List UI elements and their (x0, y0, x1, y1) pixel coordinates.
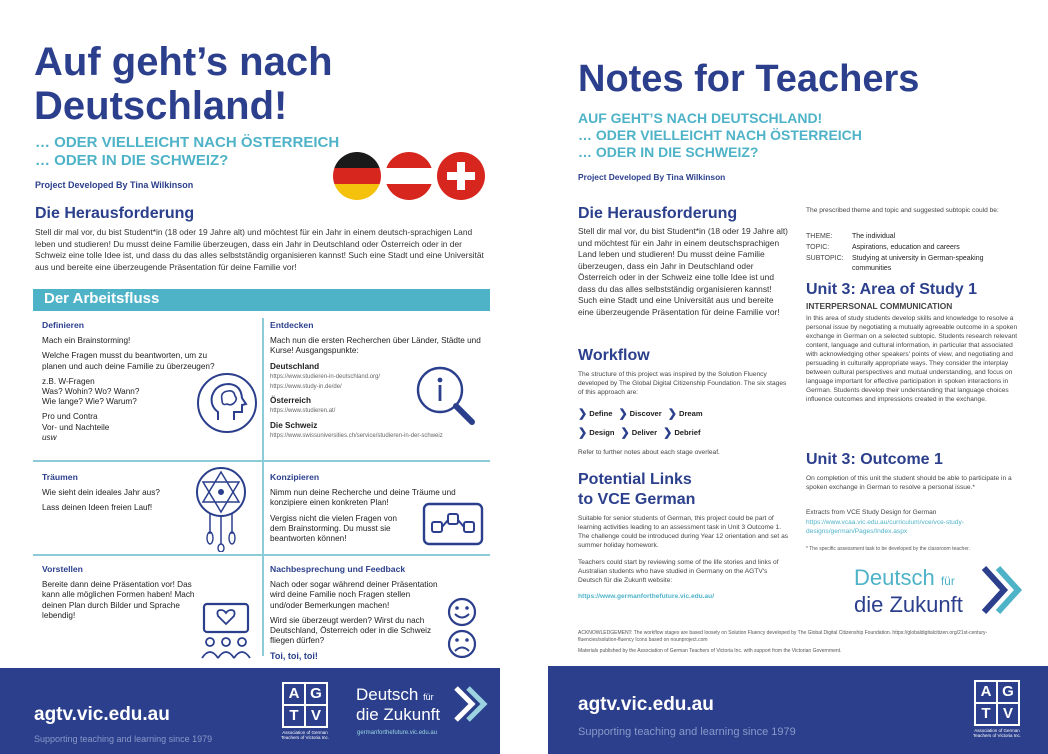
agtv-logo: A G T V (974, 680, 1020, 726)
stage-label: Deliver (631, 428, 658, 437)
stage-text: Was? Wohin? Wo? Wann? (42, 387, 140, 397)
theme-table (806, 232, 1006, 275)
footnote: * The specific assessment task to be developed by the classroom teacher. (806, 546, 970, 552)
links-text-2: Teachers could start by reviewing some of the life stories and links of Australian students who have studied in Germany on the AGTV's Deutsch für die Zukunft website: (578, 559, 779, 584)
outcome-text: On completion of this unit the student should be able to participate in a spoken exchange in German to resolve a personal issue.* (806, 475, 1012, 491)
subtitle-line: … ODER IN DIE SCHWEIZ? (578, 144, 759, 160)
subtitle-line: … ODER VIELLEICHT NACH ÖSTERREICH (578, 127, 862, 143)
stage-text: Lass deinen Ideen freien Lauf! (42, 503, 153, 513)
stage-text: Mach ein Brainstorming! (42, 336, 131, 346)
stage-text: Vergiss nicht die vielen Fragen von dem Brainstorming. Du musst sie beantworten können! (270, 513, 397, 544)
subtopic-value: Studying at university in German-speaking communities (852, 255, 984, 272)
stage-text: Wie sieht dein ideales Jahr aus? (42, 488, 160, 498)
theme-value: The individual (852, 233, 896, 240)
challenge-heading: Die Herausforderung (35, 205, 195, 222)
country-label: Österreich (270, 396, 311, 406)
flowchart-board-icon (420, 500, 486, 548)
magnifier-info-icon (412, 362, 478, 428)
workflow-note: Refer to further notes about each stage overleaf. (578, 449, 720, 456)
stage-text: Bereite dann deine Präsentation vor! Das kann alle möglichen Formen haben! Mach deinen Plan durch Bilder und Sprache lebendig! (42, 580, 195, 620)
stage-text: Welche Fragen musst du beantworten, um zu planen und auch deine Familie zu überzeugen? (42, 351, 215, 371)
chevron-icon: ❯ (667, 408, 677, 420)
acknowledgement: ACKNOWLEDGEMENT: The workflow stages are based loosely on Solution Fluency developed by The Global Digital Citizenship Foundation. https://globaldigitalcitizen.org/21st-century-fluencies/solution-fluency Icons based on nounproject.com (578, 630, 988, 643)
student-page (0, 0, 500, 754)
stage-label: Define (589, 409, 613, 418)
agtv-caption: Association of German Teachers of Victoria Inc. (973, 728, 1021, 738)
sad-face-icon (446, 628, 478, 660)
dfz-text: Deutsch (356, 685, 419, 704)
extract-url[interactable]: https://www.vcaa.vic.edu.au/curriculum/vce/vce-study-designs/german/Pages/Index.aspx (806, 519, 964, 535)
workflow-heading: Workflow (578, 347, 650, 364)
stage-heading: Vorstellen (42, 564, 83, 574)
stage-label: Discover (629, 409, 662, 418)
links-text: Suitable for senior students of German, this project could be part of learning activities leading to an assessment task in Unit 3 Outcome 1. The challenge could be introduced during Year 12 orientation and set as summer holiday homework. (578, 515, 789, 549)
stage-label: Debrief (674, 428, 701, 437)
stage-text: Toi, toi, toi! (270, 651, 318, 662)
stage-text: Pro und Contra (42, 412, 98, 422)
theme-key: THEME: (806, 233, 833, 240)
stage-item (618, 407, 661, 420)
stage-item (621, 426, 658, 439)
stage-text: Nach oder sogar während deiner Präsentation wird deine Familie noch Fragen stellen und/oder Bemerkungen machen! (270, 580, 438, 610)
stage-heading: Nachbesprechung und Feedback (270, 564, 406, 574)
subtitle-line: AUF GEHT’S NACH DEUTSCHLAND! (578, 110, 823, 126)
agtv-logo: A G T V (282, 682, 328, 728)
challenge-heading: Die Herausforderung (578, 205, 738, 222)
stage-item (578, 426, 615, 439)
double-chevron-icon (980, 564, 1024, 616)
stage-debrief (270, 564, 440, 667)
resource-link[interactable]: https://www.studieren-in-deutschland.org/ (270, 373, 381, 380)
stage-text: Wie lange? Wie? Warum? (42, 397, 137, 407)
aos-subheading: INTERPERSONAL COMMUNICATION (806, 301, 953, 311)
dfz-text: die Zukunft (356, 705, 441, 724)
author-credit: Project Developed By Tina Wilkinson (578, 172, 726, 182)
germany-flag-icon (333, 152, 381, 200)
presentation-icon (198, 600, 254, 660)
chevron-icon: ❯ (620, 427, 630, 439)
stage-text: Nimm nun deine Recherche und deine Träume und konzipiere einen konkreten Plan! (270, 488, 456, 508)
materials-note: Materials published by the Association of German Teachers of Victoria Inc. with support from the Victorian Government. (578, 648, 842, 654)
topic-value: Aspirations, education and careers (852, 244, 960, 251)
stage-heading: Konzipieren (270, 472, 320, 482)
links-heading-line: Potential Links (578, 471, 692, 488)
switzerland-flag-icon (437, 152, 485, 200)
stage-list (578, 407, 788, 445)
resource-link[interactable]: https://www.studieren.at/ (270, 408, 336, 415)
stage-define (42, 320, 217, 443)
workflow-text: The structure of this project was inspired by the Solution Fluency developed by The Global Digital Citizenship Foundation. The six stages of this approach are: (578, 371, 787, 396)
theme-intro: The prescribed theme and topic and suggested subtopic could be: (806, 207, 999, 214)
stage-text: z.B. W-Fragen (42, 376, 95, 386)
stage-dream (42, 472, 202, 519)
stage-item (668, 407, 703, 420)
country-label: Deutschland (270, 361, 320, 371)
stage-deliver (42, 564, 207, 626)
brain-head-icon (196, 372, 258, 434)
dfz-text: Deutsch (854, 565, 935, 590)
author-credit: Project Developed By Tina Wilkinson (35, 180, 194, 190)
challenge-text: Stell dir mal vor, du bist Student*in (18 oder 19 Jahre alt) und möchtest für ein Jahr in einem deutsch-sprachigen Land leben und studieren! Du musst deine Familie überzeugen, dass ein Jahr in Deutschland oder Österreich oder in der Schweiz eine tolle Idee ist, und dass du das alles selbstständig organisieren kannst! Such eine Stadt und eine Universität aus und bereite eine überzeugende Präsentation für deine Familie vor! (35, 227, 484, 272)
subtitle (35, 134, 339, 170)
subtitle (578, 110, 862, 161)
agtv-caption: Association of German Teachers of Victoria Inc. (281, 730, 329, 740)
chevron-icon: ❯ (618, 408, 628, 420)
chevron-icon: ❯ (578, 427, 588, 439)
resource-link[interactable]: https://www.study-in.de/de/ (270, 384, 342, 391)
stage-item (578, 407, 612, 420)
subtitle-line: … ODER VIELLEICHT NACH ÖSTERREICH (35, 134, 340, 151)
footer-url[interactable]: agtv.vic.edu.au (34, 704, 170, 725)
links-url[interactable]: https://www.germanforthefuture.vic.edu.au/ (578, 593, 715, 600)
dfz-logo (356, 686, 440, 724)
page-title: Notes for Teachers (578, 58, 920, 100)
stage-heading: Entdecken (270, 320, 314, 330)
footer (548, 666, 1048, 754)
stage-text: Mach nun die ersten Recherchen über Länder, Städte und Kurse! Ausgangspunkte: (270, 336, 481, 356)
double-chevron-icon (452, 684, 488, 724)
resource-link[interactable]: https://www.swissuniversities.ch/service/studieren-in-der-schweiz (270, 432, 443, 439)
stage-item (663, 426, 700, 439)
stage-label: Dream (678, 409, 703, 418)
links-heading (578, 470, 695, 510)
stage-heading: Definieren (42, 320, 85, 330)
dfz-logo (854, 566, 963, 617)
dfz-url[interactable]: germanforthefuture.vic.edu.au (357, 730, 438, 736)
subtopic-key: SUBTOPIC: (806, 255, 844, 262)
footer-tagline: Supporting teaching and learning since 1979 (578, 726, 796, 738)
aos-text: In this area of study students develop skills and knowledge to resolve a personal issue by negotiating a mutually agreeable outcome in a spoken exchange in German on a selected subtopic. Students research relevant content, language and cultural information, in particular that associated with acknowledging other speakers' points of view, and negotiating and persuading in culturally appropriate ways. They consider the interplay between cultural perspectives and mutual understanding, and focus on language important for effective participation in spoken interactions in German. Students develop their understanding that language choices influence outcomes and impressions created in the exchange. (806, 315, 1018, 403)
aos-heading: Unit 3: Area of Study 1 (806, 281, 977, 298)
extract-label: Extracts from VCE Study Design for German (806, 509, 937, 516)
subtitle-line: … ODER IN DIE SCHWEIZ? (35, 152, 229, 169)
page-title: Auf geht’s nach Deutschland! (34, 40, 333, 128)
stage-heading: Träumen (42, 472, 78, 482)
footer-url[interactable]: agtv.vic.edu.au (578, 694, 714, 715)
country-flags (333, 152, 485, 200)
footer-tagline: Supporting teaching and learning since 1979 (34, 734, 213, 744)
stage-text: Vor- und Nachteile (42, 422, 110, 432)
dfz-text: die Zukunft (854, 592, 963, 617)
austria-flag-icon (385, 152, 433, 200)
stage-text: Wird sie überzeugt werden? Wirst du nach Deutschland, Österreich oder in die Schweiz fliegen dürfen? (270, 615, 432, 646)
dfz-text: für (940, 574, 955, 588)
topic-key: TOPIC: (806, 244, 830, 251)
country-label: Die Schweiz (270, 420, 318, 430)
happy-face-icon (446, 596, 478, 628)
footer (0, 668, 500, 754)
teacher-notes-page (548, 10, 1048, 754)
workflow-heading: Der Arbeitsfluss (44, 290, 160, 307)
links-heading-line: to VCE German (578, 491, 696, 508)
outcome-heading: Unit 3: Outcome 1 (806, 451, 943, 468)
dfz-text: für (423, 692, 434, 702)
divider (262, 318, 264, 656)
chevron-icon: ❯ (578, 408, 588, 420)
stage-label: Design (589, 428, 615, 437)
challenge-text: Stell dir mal vor, du bist Student*in (18 oder 19 Jahre alt) und möchtest für ein Jahr in einem deutschsprachigen Land leben und studieren! Du musst deine Familie überzeugen, dass ein Jahr in Deutschland oder Österreich oder in der Schweiz eine tolle Idee ist und dass du das alles selbstständig organisieren kannst! Such eine Stadt und eine Universität aus und bereite eine überzeugende Präsentation für deine Familie vor! (578, 226, 788, 317)
chevron-icon: ❯ (663, 427, 673, 439)
dreamcatcher-icon (192, 464, 250, 552)
stage-text: usw (42, 432, 57, 442)
